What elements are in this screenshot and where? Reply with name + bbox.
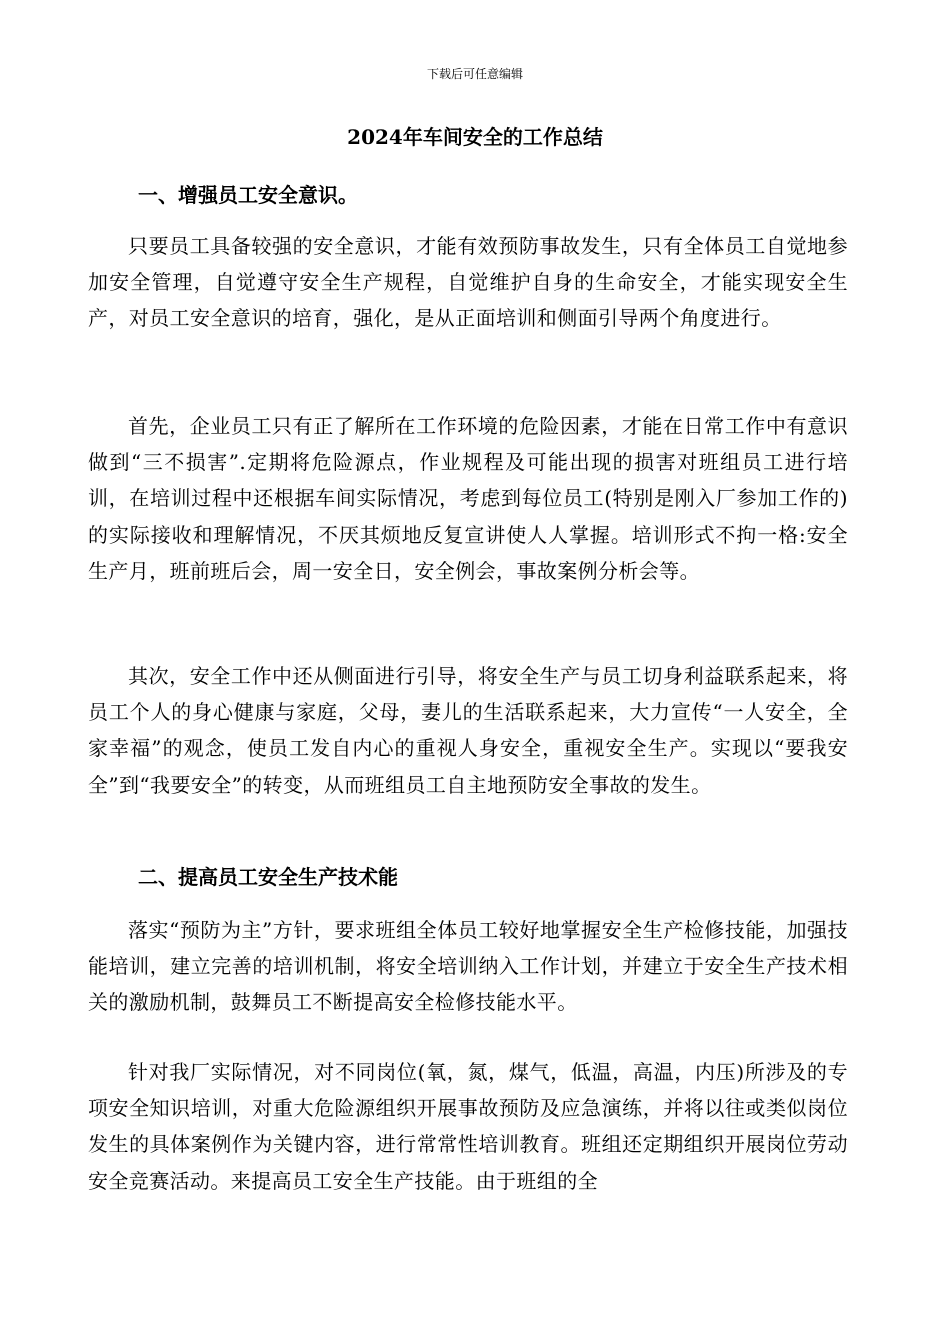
paragraph: 其次，安全工作中还从侧面进行引导，将安全生产与员工切身利益联系起来，将员工个人的身心健康与家庭，父母，妻儿的生活联系起来，大力宣传“一人安全，全家幸福”的观念，使员工发自内心的重视人身安全，重视安全生产。实现以“要我安全”到“我要安全”的转变，从而班组员工自主地预防安全事故的发生。 [88, 664, 848, 797]
paragraph: 针对我厂实际情况，对不同岗位(氧，氮，煤气，低温，高温，内压)所涉及的专项安全知识培训，对重大危险源组织开展事故预防及应急演练，并将以往或类似岗位发生的具体案例作为关键内容，进行常常性培训教育。班组还定期组织开展岗位劳动安全竞赛活动。来提高员工安全生产技能。由于班组的全 [88, 1060, 848, 1193]
section-heading-1: 一、增强员工安全意识。 [138, 183, 358, 207]
document-title: 2024年车间安全的工作总结 [347, 125, 603, 149]
header-note: 下载后可任意编辑 [426, 67, 523, 81]
paragraph: 只要员工具备较强的安全意识，才能有效预防事故发生，只有全体员工自觉地参加安全管理，自觉遵守安全生产规程，自觉维护自身的生命安全，才能实现安全生产，对员工安全意识的培育，强化，是从正面培训和侧面引导两个角度进行。 [88, 234, 848, 331]
paragraph: 首先，企业员工只有正了解所在工作环境的危险因素，才能在日常工作中有意识做到“三不损害”.定期将危险源点，作业规程及可能出现的损害对班组员工进行培训，在培训过程中还根据车间实际情况，考虑到每位员工(特别是刚入厂参加工作的)的实际接收和理解情况，不厌其烦地反复宣讲使人人掌握。培训形式不拘一格:安全生产月，班前班后会，周一安全日，安全例会，事故案例分析会等。 [88, 414, 848, 583]
section-heading-2: 二、提高员工安全生产技术能 [138, 865, 398, 889]
paragraph: 落实“预防为主”方针，要求班组全体员工较好地掌握安全生产检修技能，加强技能培训，建立完善的培训机制，将安全培训纳入工作计划，并建立于安全生产技术相关的激励机制，鼓舞员工不断提高安全检修技能水平。 [88, 918, 848, 1015]
